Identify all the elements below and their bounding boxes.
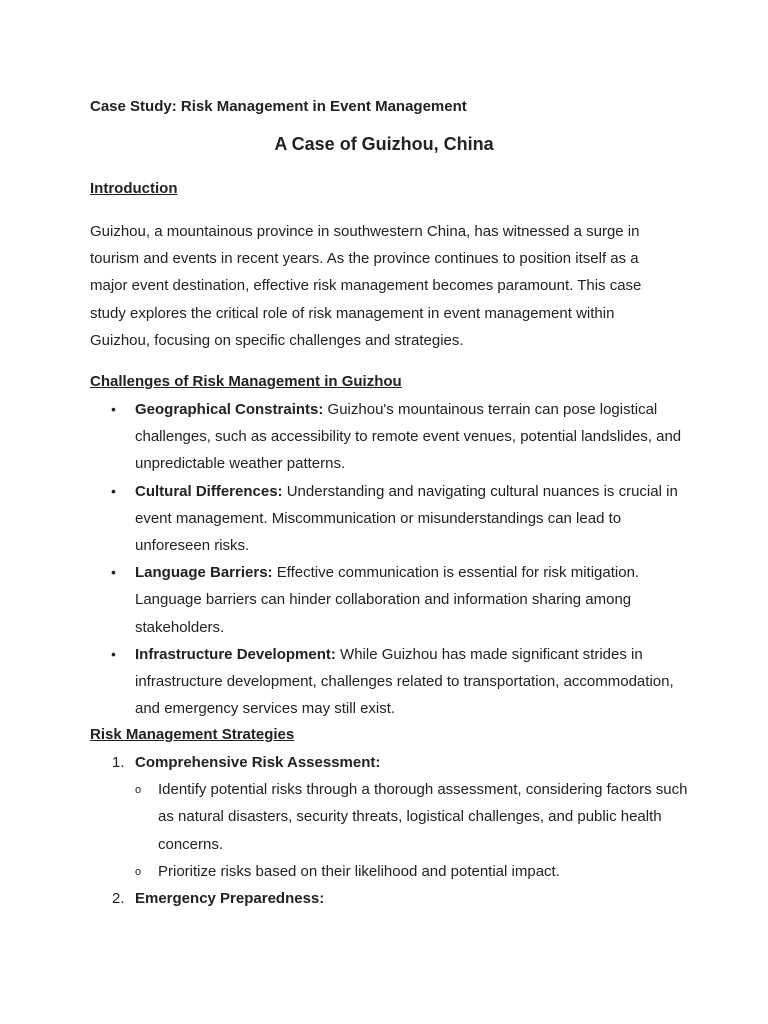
circle-bullet-icon: o <box>135 784 142 797</box>
substep-item <box>135 858 688 885</box>
substep-text: Prioritize risks based on their likelihood and potential impact. <box>158 862 560 880</box>
substep-item <box>135 776 688 858</box>
strategies-heading: Risk Management Strategies <box>90 726 295 743</box>
step-number: 2. <box>112 890 125 908</box>
substep-text: Identify potential risks through a thorough assessment, considering factors such as natural disasters, security threats, logistical challenges, and public health concerns. <box>158 781 688 853</box>
challenge-term: Language Barriers: <box>135 564 273 582</box>
challenge-item <box>90 641 688 723</box>
challenge-term: Infrastructure Development: <box>135 645 336 663</box>
challenge-term: Geographical Constraints: <box>135 401 324 418</box>
strategy-step <box>90 885 688 912</box>
strategies-list <box>90 749 688 912</box>
circle-bullet-icon: o <box>135 865 142 878</box>
challenge-text: Guizhou's mountainous terrain can pose logistical challenges, such as accessibility to remote event venues, potential landslides, and unpredictable weather patterns. <box>135 401 682 473</box>
challenge-item <box>90 559 688 641</box>
step-title: Emergency Preparedness: <box>135 890 325 908</box>
challenge-term: Cultural Differences: <box>135 482 283 500</box>
document-subtitle: A Case of Guizhou, China <box>274 134 494 154</box>
challenge-item <box>90 478 688 560</box>
introduction-heading: Introduction <box>90 180 178 197</box>
bullet-icon: • <box>111 564 116 581</box>
bullet-icon: • <box>111 401 116 417</box>
introduction-paragraph: Guizhou, a mountainous province in southwestern China, has witnessed a surge in tourism and events in recent years. As the province continues to position itself as a major event destination, effective risk management becomes paramount. This case study explores the critical role of risk management in event management within Guizhou, focusing on specific challenges and strategies. <box>90 223 642 349</box>
bullet-icon: • <box>111 645 116 662</box>
challenge-item <box>90 396 688 478</box>
step-title: Comprehensive Risk Assessment: <box>135 754 381 771</box>
document-title: Case Study: Risk Management in Event Management <box>90 98 467 115</box>
challenge-text: While Guizhou has made significant strides in infrastructure development, challenges related to transportation, accommodation, and emergency services may still exist. <box>135 645 674 718</box>
substep-list <box>135 776 688 885</box>
bullet-icon: • <box>111 482 116 499</box>
strategy-step <box>90 749 688 885</box>
challenge-text: Understanding and navigating cultural nuances is crucial in event management. Miscommunication or misunderstandings can lead to unforeseen risks. <box>135 482 678 555</box>
step-number: 1. <box>112 754 125 771</box>
challenge-text: Effective communication is essential for risk mitigation. Language barriers can hinder collaboration and information sharing among stakeholders. <box>135 564 640 636</box>
challenges-heading: Challenges of Risk Management in Guizhou <box>90 373 402 390</box>
challenges-list <box>90 396 688 722</box>
